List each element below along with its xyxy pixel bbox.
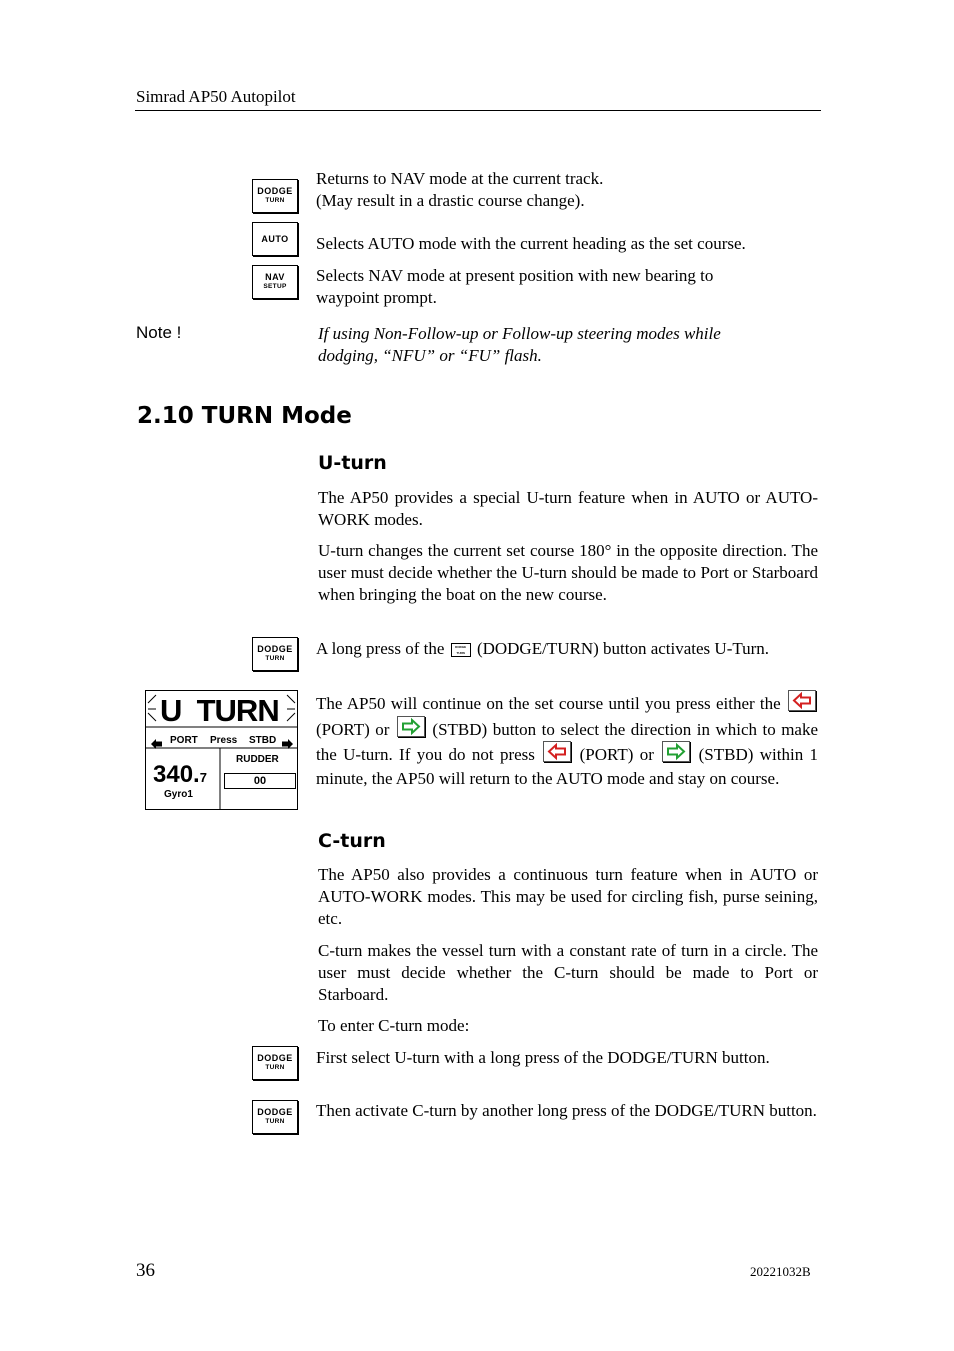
lcd-press-label: Press xyxy=(210,735,238,746)
uturn-paragraph-2: U-turn changes the current set course 180° in the opposite direction. The user must decide whether the U-turn should be made to Port or Starboard when bringing the boat on the new course. xyxy=(318,541,818,604)
uturn-paragraph-1: The AP50 provides a special U-turn feature when in AUTO or AUTO-WORK modes. xyxy=(318,488,818,529)
auto-key-icon: AUTO xyxy=(252,222,298,256)
cturn-heading: C-turn xyxy=(318,830,386,852)
lcd-rudder-label: RUDDER xyxy=(236,754,279,765)
cturn-paragraph-1: The AP50 also provides a continuous turn feature when in AUTO or AUTO-WORK modes. This may be used for circling fish, purse seining, etc. xyxy=(318,865,818,928)
dodge-option-2: Selects AUTO mode with the current heading as the set course. xyxy=(316,234,746,253)
note-text: If using Non-Follow-up or Follow-up steering modes while dodging, “NFU” or “FU” flash. xyxy=(318,324,721,365)
stbd-button-icon xyxy=(662,741,690,762)
section-title: 2.10 TURN Mode xyxy=(137,403,352,429)
dodge-turn-key-icon: DODGE TURN xyxy=(252,179,298,213)
port-button-icon xyxy=(788,690,816,711)
dodge-turn-key-icon: DODGE TURN xyxy=(252,1100,298,1134)
uturn-paragraph-4: The AP50 will continue on the set course until you press either the (PORT) or (STBD) button to select the direction in which to make the U-turn. If you do not press (PORT) or (STBD) within 1 minute, the AP50 will return to the AUTO mode and stay on course. xyxy=(316,690,818,790)
lcd-rudder-value: 00 xyxy=(224,773,296,789)
nav-setup-key-icon: NAV SETUP xyxy=(252,265,298,299)
dodge-turn-key-icon: DODGE TURN xyxy=(252,1046,298,1080)
uturn-paragraph-3: A long press of the DODGE TURN (DODGE/TURN) button activates U-Turn. xyxy=(316,639,770,658)
dodge-option-1: Returns to NAV mode at the current track. (May result in a drastic course change). xyxy=(316,169,604,210)
port-arrow-icon xyxy=(151,736,160,745)
dodge-turn-key-icon: DODGE TURN xyxy=(252,637,298,671)
cturn-paragraph-3: To enter C-turn mode: xyxy=(318,1016,470,1035)
lcd-port-label: PORT xyxy=(170,735,198,746)
cturn-step-1: First select U-turn with a long press of the DODGE/TURN button. xyxy=(316,1048,770,1067)
stbd-arrow-icon xyxy=(282,736,293,754)
running-header: Simrad AP50 Autopilot xyxy=(136,87,296,106)
lcd-source: Gyro1 xyxy=(164,789,193,800)
lcd-heading: 340.7 xyxy=(153,761,207,788)
lcd-stbd-label: STBD xyxy=(249,735,277,746)
stbd-button-icon xyxy=(397,716,425,737)
document-number: 20221032B xyxy=(750,1264,811,1279)
uturn-heading: U-turn xyxy=(318,452,387,474)
dodge-option-3: Selects NAV mode at present position with new bearing to waypoint prompt. xyxy=(316,266,714,307)
cturn-paragraph-2: C-turn makes the vessel turn with a constant rate of turn in a circle. The user must decide whether the C-turn should be made to Port or Starboard. xyxy=(318,941,818,1004)
uturn-lcd-display xyxy=(145,690,298,810)
dodge-turn-inline-icon: DODGE TURN xyxy=(451,643,471,657)
cturn-step-2: Then activate C-turn by another long press of the DODGE/TURN button. xyxy=(316,1101,817,1120)
page-number: 36 xyxy=(136,1260,155,1281)
port-button-icon xyxy=(543,741,571,762)
lcd-title: U TURN xyxy=(160,693,279,728)
header-rule xyxy=(135,110,821,111)
note-label: Note ! xyxy=(136,323,182,342)
